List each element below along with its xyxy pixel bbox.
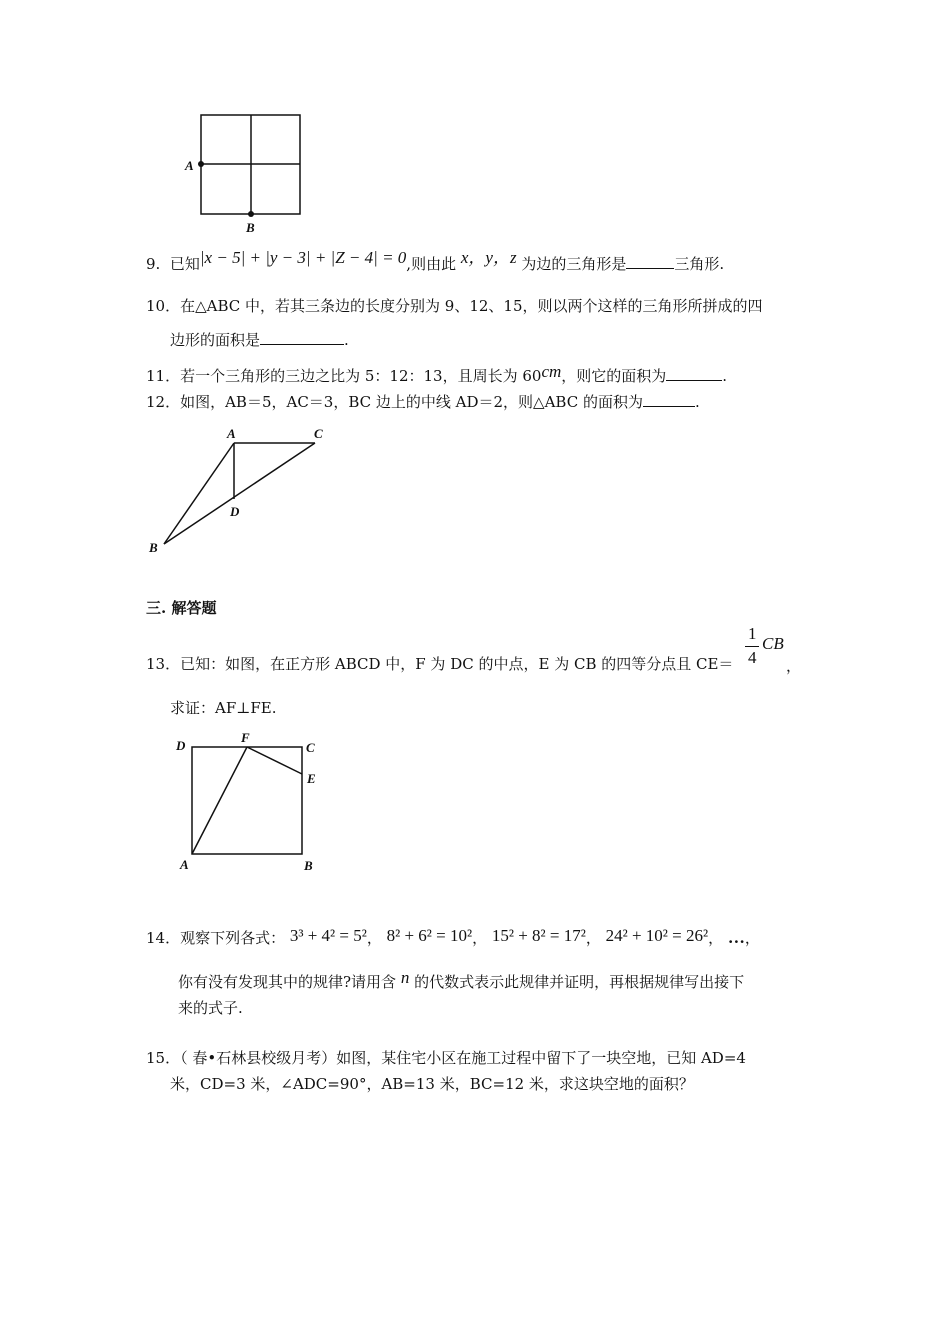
answer-blank[interactable] [666,366,722,381]
question-text: . [344,331,349,349]
point-a [198,161,204,167]
label-f: F [241,730,250,745]
segment-ab [164,443,234,544]
label-e: E [307,771,316,786]
segment-bc [164,443,315,544]
grid-figure [180,108,310,238]
unit-cm: cm [541,362,562,381]
question-13-line1 [146,654,733,674]
question-text: 的代数式表示此规律并证明，再根据规律写出接下 [414,973,745,991]
question-text: 边形的面积是 [170,331,261,349]
question-text: ，则它的面积为 [561,367,667,385]
question-text: 已知 [169,255,200,273]
fraction-bar [745,646,759,647]
square-abcd [192,747,302,854]
label-d: D [230,504,240,519]
answer-blank[interactable] [626,254,674,269]
square-figure [170,730,330,875]
question-13-line2: 求证：AF⊥FE. [170,699,277,717]
question-15-line1: 15．（ 春•石林县校级月考）如图，某住宅小区在施工过程中留下了一块空地，已知 AD=4 [146,1049,746,1067]
answer-blank[interactable] [260,330,344,345]
ellipsis: … [727,928,745,947]
equation-1: 3³ + 4² = 5² [289,926,367,945]
section-title: 三. 解答题 [146,599,217,617]
triangle-figure [140,420,340,560]
label-b: B [246,220,255,235]
question-text: 12．如图，AB＝5，AC＝3，BC 边上的中线 AD＝2，则△ABC 的面积为 [146,393,643,411]
question-14-line1: 14．观察下列各式： 3³ + 4² = 5²， 8² + 6² = 10²， 15² + 8² = 17²， 24² + 10² = 26²， …， [146,926,760,947]
label-a: A [180,857,189,872]
label-c: C [306,740,315,755]
variable-n: n [400,968,410,987]
question-14-line2 [178,968,745,992]
label-b: B [149,540,158,555]
question-15-line2: 米，CD=3 米，∠ADC=90°，AB=13 米，BC=12 米，求这块空地的面积？ [170,1075,694,1093]
question-text: 你有没有发现其中的规律?请用含 [178,973,397,991]
comma: ， [786,657,802,675]
fraction-numerator: 1 [748,624,757,643]
label-c: C [314,426,323,441]
question-text: 三角形. [674,255,725,273]
label-d: D [176,738,186,753]
question-text: 为边的三角形是 [521,255,627,273]
equation-3: 15² + 8² = 17² [491,926,586,945]
segment-fe [247,747,302,774]
equation-2: 8² + 6² = 10² [386,926,473,945]
question-text: 11．若一个三角形的三边之比为 5：12：13，且周长为 60 [146,367,542,385]
label-b: B [304,858,313,873]
question-11 [146,362,728,386]
question-text: 14．观察下列各式： [146,929,286,947]
question-text: 13．已知：如图，在正方形 ABCD 中，F 为 DC 的中点，E 为 CB 的四等分点且 CE＝ [146,655,734,673]
variables: x，y，z [460,248,517,267]
question-text: ,则由此 [406,255,457,273]
question-9 [146,248,725,274]
equation-4: 24² + 10² = 26² [605,926,709,945]
question-number: 9. [146,255,161,273]
abs-equation: |x − 5| + |y − 3| + |Z − 4| = 0 [199,248,407,267]
fraction-variable: CB [762,634,784,653]
question-10-line2 [170,330,349,350]
label-a: A [227,426,236,441]
question-14-line3: 来的式子. [178,999,243,1017]
point-b [248,211,254,217]
question-text: . [694,393,700,411]
fraction-denominator: 4 [748,648,757,667]
label-a: A [185,158,194,173]
question-10-line1: 10．在△ABC 中，若其三条边的长度分别为 9、12、15，则以两个这样的三角形所拼成的四 [146,297,763,315]
answer-blank[interactable] [643,392,695,407]
question-text: . [722,367,728,385]
question-12 [146,392,700,412]
segment-af [192,747,247,854]
